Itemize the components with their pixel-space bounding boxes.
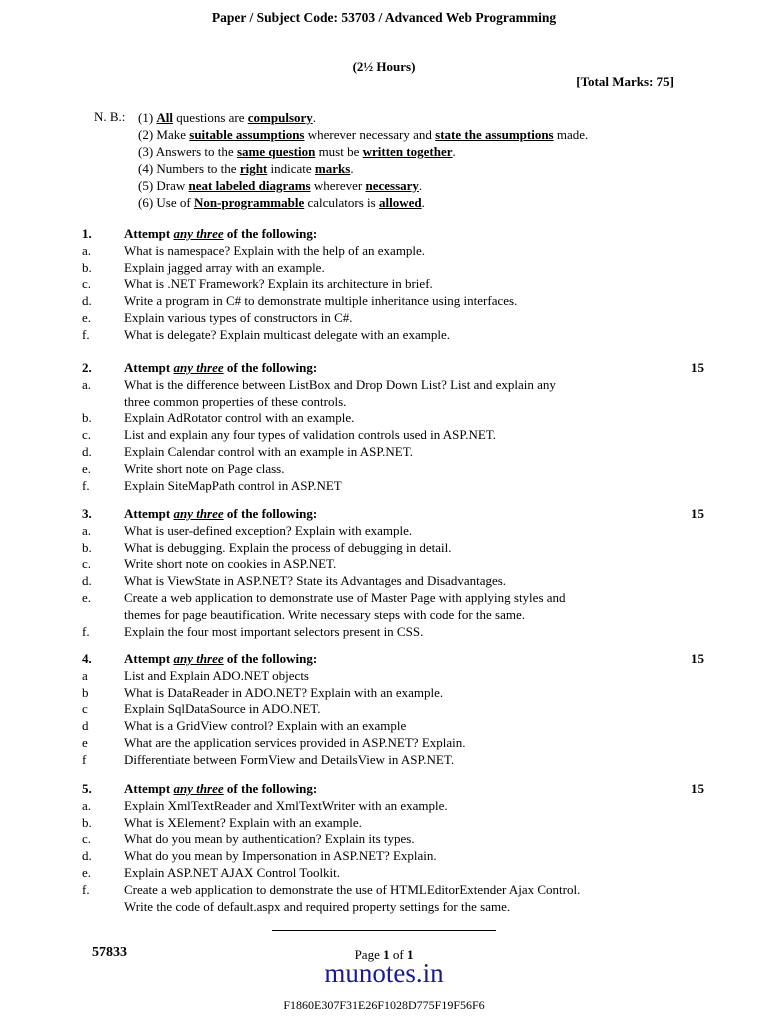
page-current: 1 <box>383 947 390 962</box>
instruction-emphasis: compulsory <box>247 110 313 125</box>
sub-question-label: c. <box>82 556 92 572</box>
sub-question <box>82 461 704 478</box>
sub-question-label: a. <box>82 797 92 813</box>
sub-question-text: What is ViewState in ASP.NET? State its Advantages and Disadvantages. <box>124 573 507 589</box>
question-number: 4. <box>82 651 92 666</box>
sub-question-label: d. <box>82 573 92 589</box>
sub-question <box>82 831 704 848</box>
sub-question-label: c. <box>82 427 92 443</box>
sub-question <box>82 685 704 702</box>
sub-question-label: f <box>82 751 87 767</box>
instruction-emphasis: any three <box>173 226 224 241</box>
sub-question-text: What is the difference between ListBox and Drop Down List? List and explain any <box>124 376 556 392</box>
page-prefix: Page <box>354 947 384 962</box>
sub-question-text: What is .NET Framework? Explain its architecture in brief. <box>124 276 433 292</box>
paper-title: Paper / Subject Code: 53703 / Advanced Web Programming <box>211 10 557 25</box>
sub-question <box>82 260 704 277</box>
sub-question-label: d. <box>82 443 92 459</box>
instruction-pre: Attempt <box>124 226 174 241</box>
exam-duration: (2½ Hours) <box>352 59 416 74</box>
sub-question-text: What is DataReader in ADO.NET? Explain with an example. <box>124 684 444 700</box>
question-heading <box>82 781 704 798</box>
instruction-emphasis: necessary <box>365 178 419 193</box>
sub-question-label: f. <box>82 326 90 342</box>
question-marks: 15 <box>691 506 704 521</box>
page-of: of <box>389 947 407 962</box>
question-number: 5. <box>82 781 92 796</box>
sub-question-label: c. <box>82 831 92 847</box>
sub-question-text: List and explain any four types of validation controls used in ASP.NET. <box>124 427 497 443</box>
question-2 <box>82 360 704 494</box>
sub-question <box>82 444 704 461</box>
footer-divider <box>272 930 496 931</box>
sub-question-text: What is user-defined exception? Explain with example. <box>124 522 413 538</box>
sub-question-text: Create a web application to demonstrate the use of HTMLEditorExtender Ajax Control. <box>124 881 581 897</box>
question-heading <box>82 506 704 523</box>
sub-question-label: e <box>82 734 88 750</box>
sub-question <box>82 540 704 557</box>
sub-question-label: d. <box>82 293 92 309</box>
sub-question <box>82 752 704 769</box>
sub-question <box>82 798 704 815</box>
instruction-emphasis: any three <box>173 506 224 521</box>
instruction-pre: Attempt <box>124 506 174 521</box>
sub-question-continuation <box>82 607 704 624</box>
instruction-emphasis: same question <box>236 144 316 159</box>
sub-question-text: What is delegate? Explain multicast delegate with an example. <box>124 326 450 342</box>
sub-question <box>82 848 704 865</box>
sub-question-text: Explain various types of constructors in C#. <box>124 309 353 325</box>
instruction-post: of the following: <box>223 360 318 375</box>
paper-code: 57833 <box>92 945 127 960</box>
instruction-pre: Attempt <box>124 651 174 666</box>
sub-question-label: f. <box>82 881 90 897</box>
instruction-2 <box>138 126 588 143</box>
sub-question-label: b. <box>82 410 92 426</box>
instruction-text: . <box>350 161 354 176</box>
sub-question-label: a. <box>82 376 92 392</box>
question-instruction <box>124 506 317 523</box>
sub-question <box>82 410 704 427</box>
instruction-emphasis: neat labeled diagrams <box>188 178 311 193</box>
sub-question <box>82 427 704 444</box>
sub-question-label: c <box>82 701 88 717</box>
sub-question-text: Write short note on cookies in ASP.NET. <box>124 556 337 572</box>
sub-question-label: e. <box>82 309 92 325</box>
sub-question <box>82 573 704 590</box>
sub-question <box>82 523 704 540</box>
question-5 <box>82 781 704 915</box>
page-total: 1 <box>406 947 414 962</box>
sub-question-label: f. <box>82 477 90 493</box>
instruction-text: made. <box>553 127 589 142</box>
sub-question-label: a <box>82 667 88 683</box>
instruction-emphasis: right <box>239 161 268 176</box>
instruction-6 <box>138 194 588 211</box>
instruction-emphasis: any three <box>173 360 224 375</box>
sub-question <box>82 556 704 573</box>
sub-question <box>82 668 704 685</box>
instruction-text: questions are <box>173 110 248 125</box>
instruction-text: (6) Use of <box>138 195 194 210</box>
sub-question-text: List and Explain ADO.NET objects <box>124 667 309 683</box>
sub-question-text: Explain SiteMapPath control in ASP.NET <box>124 477 342 493</box>
sub-question-text: What is XElement? Explain with an example. <box>124 814 362 830</box>
sub-question-text: Create a web application to demonstrate use of Master Page with applying styles and <box>124 589 566 605</box>
instruction-3 <box>138 143 588 160</box>
sub-question <box>82 624 704 641</box>
sub-question-text: What are the application services provided in ASP.NET? Explain. <box>124 734 466 750</box>
document-hash: F1860E307F31E26F1028D775F19F56F6 <box>283 998 485 1012</box>
instruction-text: indicate <box>267 161 315 176</box>
sub-question-text: Differentiate between FormView and DetailsView in ASP.NET. <box>124 751 455 767</box>
instruction-text: calculators is <box>304 195 379 210</box>
instruction-emphasis: state the assumptions <box>435 127 554 142</box>
instruction-post: of the following: <box>223 506 318 521</box>
sub-question-text: Explain jagged array with an example. <box>124 259 325 275</box>
sub-question-label: d. <box>82 848 92 864</box>
question-instruction <box>124 651 317 668</box>
instruction-text: wherever necessary and <box>304 127 436 142</box>
question-marks: 15 <box>691 651 704 666</box>
sub-question-label: e. <box>82 589 92 605</box>
question-number: 2. <box>82 360 92 375</box>
sub-question <box>82 293 704 310</box>
sub-question-continuation <box>82 899 704 916</box>
sub-question-label: d <box>82 718 89 734</box>
instruction-5 <box>138 177 588 194</box>
instruction-text: (4) Numbers to the <box>138 161 240 176</box>
sub-question <box>82 718 704 735</box>
instruction-pre: Attempt <box>124 360 174 375</box>
sub-question <box>82 243 704 260</box>
sub-question-text: Explain XmlTextReader and XmlTextWriter with an example. <box>124 797 448 813</box>
sub-question <box>82 815 704 832</box>
sub-question-text: three common properties of these controls. <box>124 393 347 409</box>
sub-question-label: f. <box>82 623 90 639</box>
sub-question-text: Explain SqlDataSource in ADO.NET. <box>124 701 321 717</box>
question-instruction <box>124 781 317 798</box>
sub-question-text: What is a GridView control? Explain with an example <box>124 718 407 734</box>
instruction-text: (3) Answers to the <box>138 144 237 159</box>
instruction-pre: Attempt <box>124 781 174 796</box>
sub-question-text: What is debugging. Explain the process of debugging in detail. <box>124 539 452 555</box>
total-marks: [Total Marks: 75] <box>576 74 674 89</box>
question-instruction <box>124 360 317 377</box>
question-number: 1. <box>82 226 92 241</box>
question-heading <box>82 360 704 377</box>
sub-question <box>82 327 704 344</box>
sub-question-text: What do you mean by Impersonation in ASP.NET? Explain. <box>124 848 437 864</box>
question-marks: 15 <box>691 781 704 796</box>
sub-question <box>82 276 704 293</box>
question-4 <box>82 651 704 769</box>
sub-question <box>82 310 704 327</box>
question-instruction <box>124 226 317 243</box>
instruction-4 <box>138 160 588 177</box>
question-3 <box>82 506 704 640</box>
instruction-text: must be <box>315 144 363 159</box>
sub-question-label: c. <box>82 276 92 292</box>
sub-question-label: b. <box>82 814 92 830</box>
question-1 <box>82 226 704 344</box>
sub-question-text: Explain Calendar control with an example in ASP.NET. <box>124 443 413 459</box>
sub-question-label: a. <box>82 242 92 258</box>
sub-question <box>82 377 704 394</box>
sub-question <box>82 865 704 882</box>
instruction-emphasis: written together <box>362 144 453 159</box>
instruction-text: wherever <box>310 178 366 193</box>
instruction-text: . <box>452 144 456 159</box>
sub-question <box>82 590 704 607</box>
instruction-1 <box>138 109 588 126</box>
instruction-text: (5) Draw <box>138 178 189 193</box>
instruction-text: . <box>312 110 317 125</box>
instruction-emphasis: any three <box>173 781 224 796</box>
sub-question-text: Write the code of default.aspx and required property settings for the same. <box>124 898 511 914</box>
sub-question-text: What is namespace? Explain with the help of an example. <box>124 242 426 258</box>
sub-question-label: a. <box>82 522 92 538</box>
sub-question-text: themes for page beautification. Write necessary steps with code for the same. <box>124 606 526 622</box>
instruction-emphasis: Non-programmable <box>193 195 305 210</box>
sub-question-label: b. <box>82 539 92 555</box>
sub-question <box>82 478 704 495</box>
instruction-post: of the following: <box>223 651 318 666</box>
question-number: 3. <box>82 506 92 521</box>
question-marks: 15 <box>691 360 704 375</box>
sub-question-label: e. <box>82 460 92 476</box>
brand-watermark: munotes.in <box>324 958 444 988</box>
instruction-text: . <box>421 195 425 210</box>
instructions-list <box>138 109 588 211</box>
instruction-text: (2) Make <box>138 127 190 142</box>
question-heading <box>82 651 704 668</box>
sub-question-text: Write a program in C# to demonstrate multiple inheritance using interfaces. <box>124 293 518 309</box>
question-heading <box>82 226 704 243</box>
sub-question-text: Explain the four most important selectors present in CSS. <box>124 623 424 639</box>
sub-question-text: Explain ASP.NET AJAX Control Toolkit. <box>124 864 341 880</box>
instruction-emphasis: any three <box>173 651 224 666</box>
sub-question <box>82 882 704 899</box>
instruction-emphasis: allowed <box>378 195 422 210</box>
sub-question <box>82 701 704 718</box>
instruction-emphasis: marks <box>314 161 351 176</box>
sub-question-text: What do you mean by authentication? Explain its types. <box>124 831 415 847</box>
instruction-text: (1) <box>138 110 157 125</box>
instruction-emphasis: All <box>156 110 174 125</box>
sub-question <box>82 735 704 752</box>
instruction-emphasis: suitable assumptions <box>189 127 305 142</box>
nb-label: N. B.: <box>94 109 126 124</box>
sub-question-label: e. <box>82 864 92 880</box>
instruction-post: of the following: <box>223 226 318 241</box>
sub-question-text: Write short note on Page class. <box>124 460 285 476</box>
sub-question-label: b <box>82 684 89 700</box>
sub-question-text: Explain AdRotator control with an example. <box>124 410 355 426</box>
instruction-post: of the following: <box>223 781 318 796</box>
sub-question-label: b. <box>82 259 92 275</box>
sub-question-continuation <box>82 394 704 411</box>
instruction-text: . <box>418 178 423 193</box>
